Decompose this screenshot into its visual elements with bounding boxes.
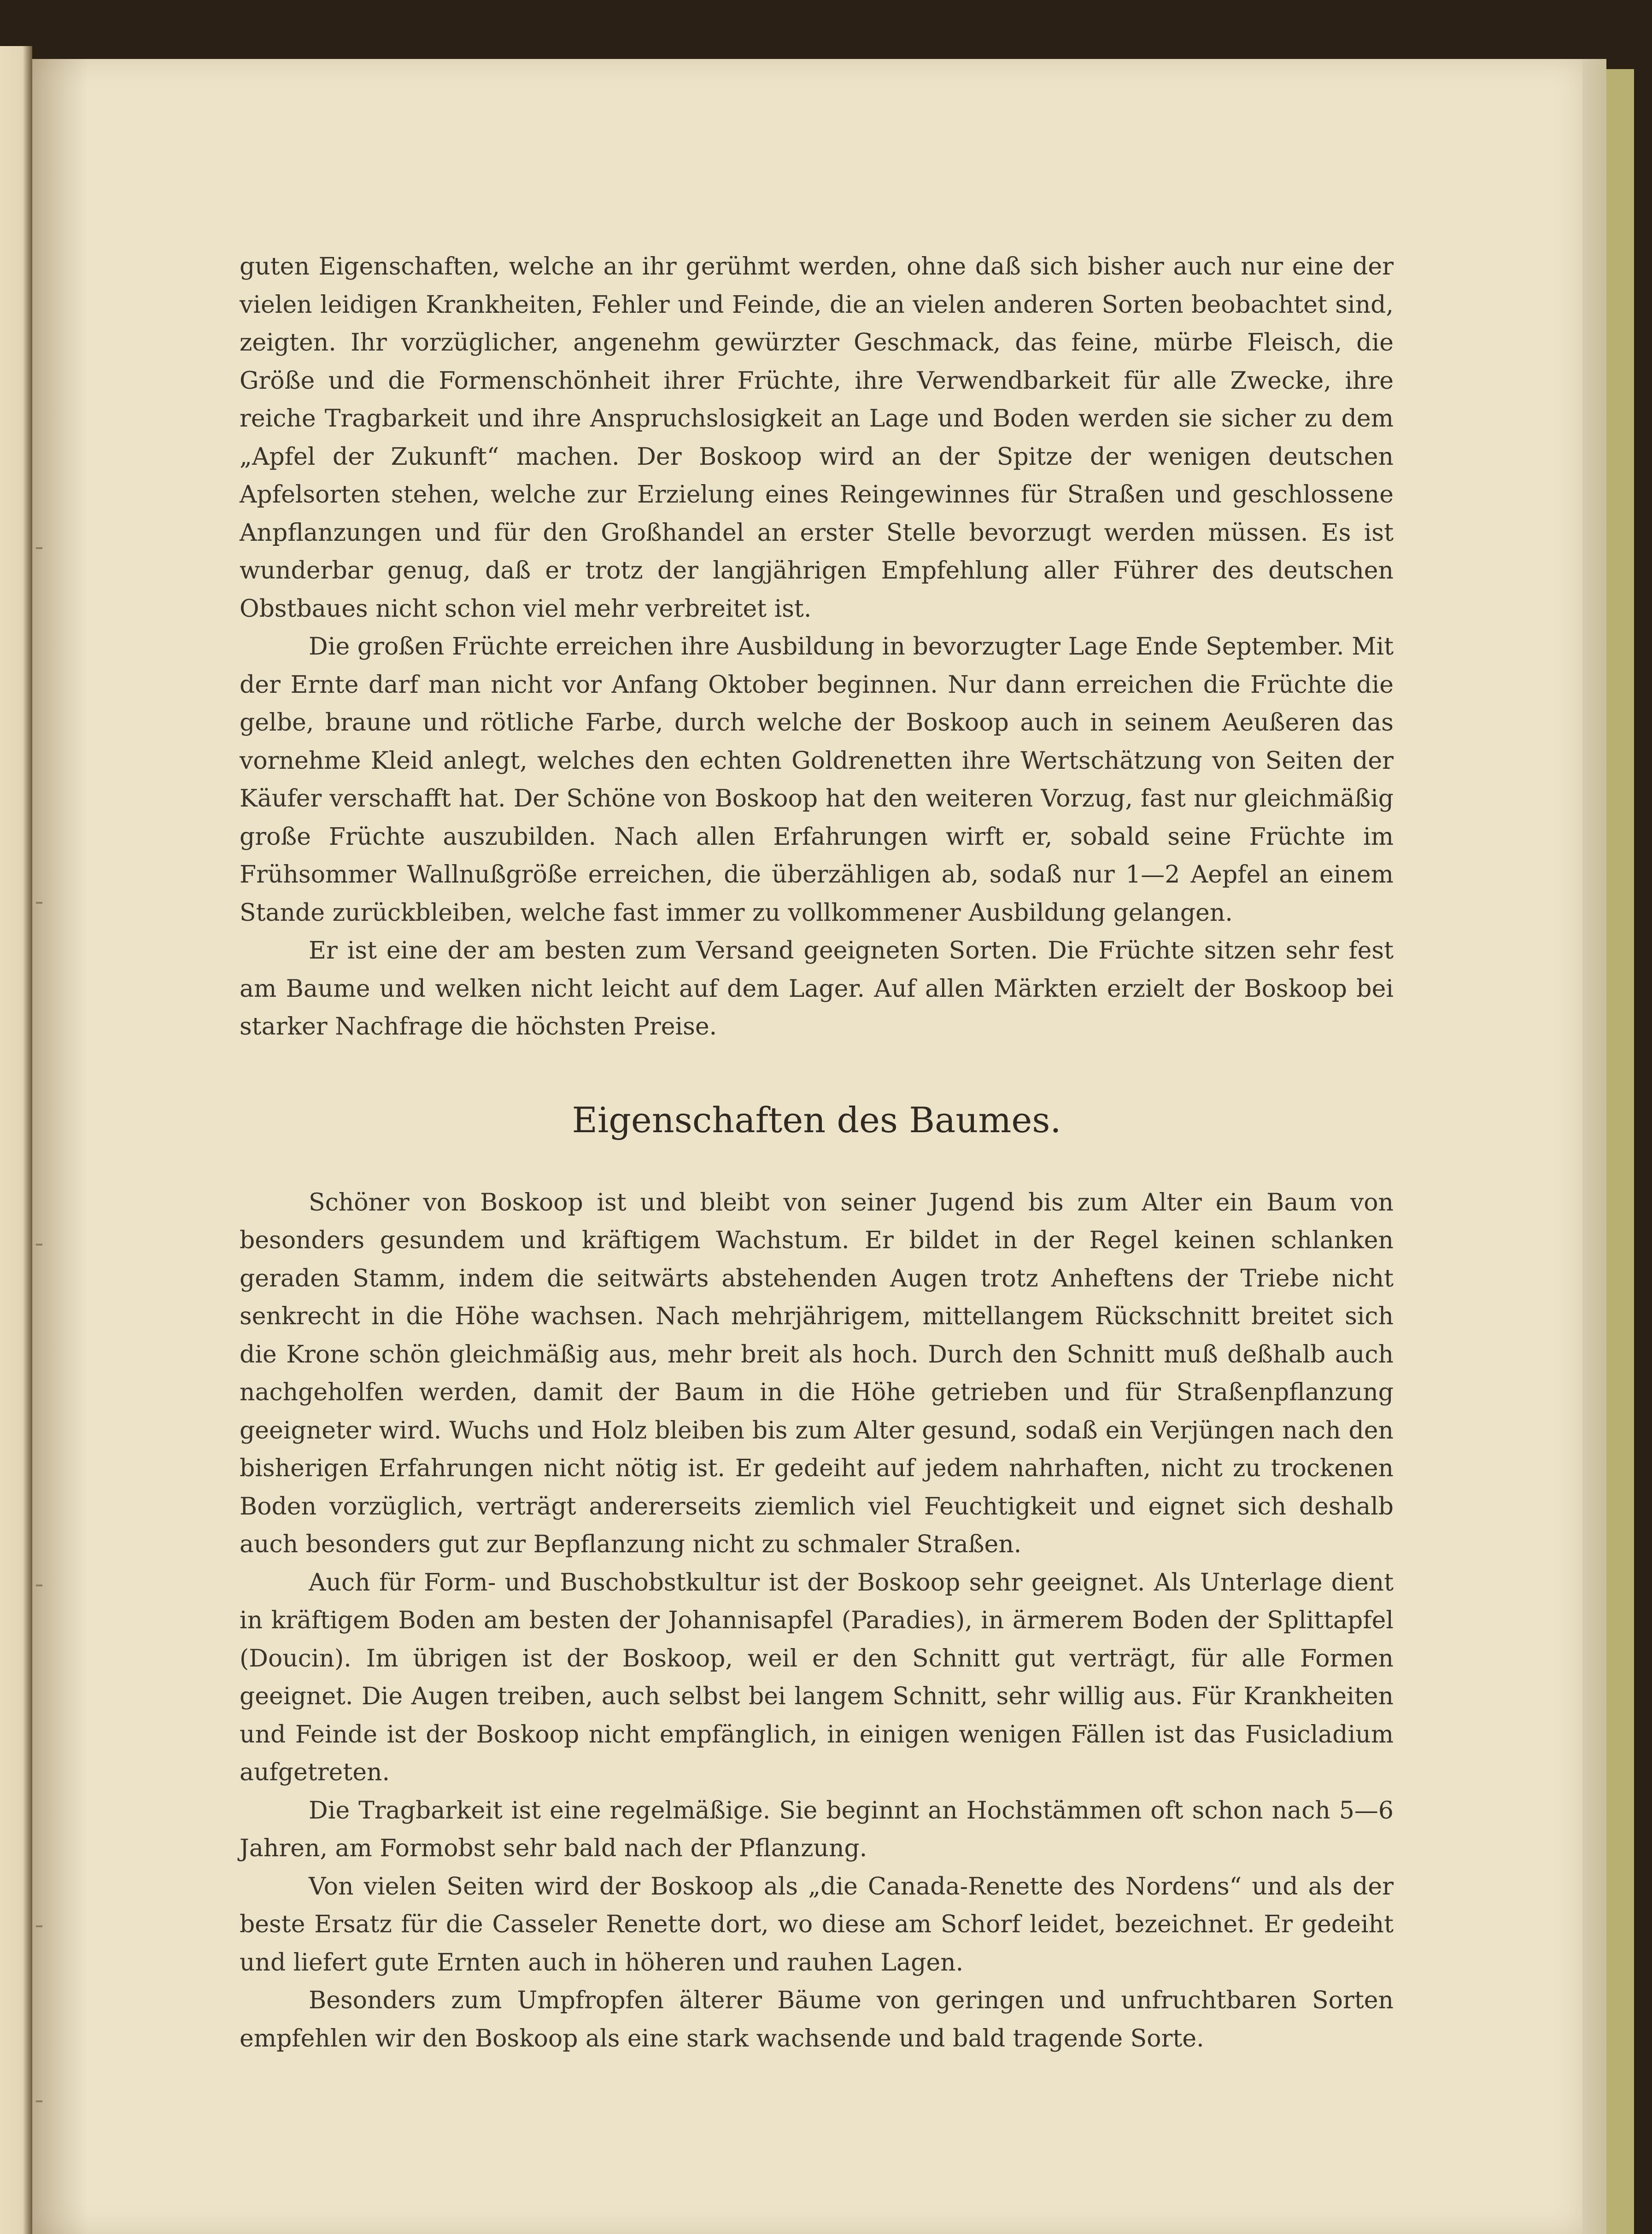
margin-mark [36,1244,42,1246]
paragraph-topworking: Besonders zum Umpfropfen älterer Bäume von geringen und unfruchtbaren Sorten empfehlen wir den Boskoop als eine stark wachsende und bald tragende Sorte. [240,1987,1394,2053]
margin-mark [36,1925,42,1927]
margin-mark [36,547,42,549]
section-heading: Eigenschaften des Baumes. [572,1099,1061,1140]
paragraph-intro-continuation: guten Eigenschaften, welche an ihr gerühmt werden, ohne daß sich bisher auch nur eine der vielen leidigen Krankheiten, Fehler und Feinde, die an vielen anderen Sorten beobachtet sind, zeigten. Ihr vorzüglicher, angenehm gewürzter Geschmack, das feine, mürbe Fleisch, die Größe und die Formenschönheit ihrer Früchte, ihre Verwendbarkeit für alle Zwecke, ihre reiche Tragbarkeit und ihre Anspruchslosigkeit an Lage und Boden werden sie sicher zu dem „Apfel der Zukunft“ machen. Der Boskoop wird an der Spitze der wenigen deutschen Apfelsorten stehen, welche zur Erzielung eines Reingewinnes für Straßen und geschlossene Anpflanzungen und für den Großhandel an erster Stelle bevorzugt werden müssen. Es ist wunderbar genug, daß er trotz der langjährigen Empfehlung aller Führer des deutschen Obstbaues nicht schon viel mehr verbreitet ist. [240,253,1394,623]
under-sheet-edge [1582,59,1606,2234]
text-block [240,248,1394,2058]
margin-mark [36,2100,42,2102]
paragraph-canada-renette: Von vielen Seiten wird der Boskoop als „die Canada-Renette des Nordens“ und als der beste Ersatz für die Casseler Renette dort, wo diese am Schorf leidet, bezeichnet. Er gedeiht und liefert gute Ernten auch in höheren und rauhen Lagen. [240,1872,1394,1977]
paragraph-form-culture: Auch für Form- und Buschobstkultur ist der Boskoop sehr geeignet. Als Unterlage dient in kräftigem Boden am besten der Johannisapfel (Paradies), in ärmerem Boden der Splittapfel (Doucin). Im übrigen ist der Boskoop, weil er den Schnitt gut verträgt, für alle Formen geeignet. Die Augen treiben, auch selbst bei langem Schnitt, sehr willig aus. Für Krankheiten und Feinde ist der Boskoop nicht empfänglich, in einigen wenigen Fällen ist das Fusicladium aufgetreten. [240,1568,1394,1786]
margin-mark [36,902,42,904]
paragraph-yield: Die Tragbarkeit ist eine regelmäßige. Sie beginnt an Hochstämmen oft schon nach 5—6 Jahren, am Formobst sehr bald nach der Pflanzung. [240,1796,1394,1862]
green-cover-edge [1606,69,1634,2234]
margin-mark [36,1585,42,1586]
paragraph-shipping: Er ist eine der am besten zum Versand geeigneten Sorten. Die Früchte sitzen sehr fest am Baume und welken nicht leicht auf dem Lager. Auf allen Märkten erzielt der Boskoop bei starker Nachfrage die höchsten Preise. [240,937,1394,1041]
paragraph-harvest: Die großen Früchte erreichen ihre Ausbildung in bevorzugter Lage Ende September. Mit der Ernte darf man nicht vor Anfang Oktober beginnen. Nur dann erreichen die Früchte die gelbe, braune und rötliche Farbe, durch welche der Boskoop auch in seinem Aeußeren das vornehme Kleid anlegt, welches den echten Goldrenetten ihre Wertschätzung von Seiten der Käufer verschafft hat. Der Schöne von Boskoop hat den weiteren Vorzug, fast nur gleichmäßig große Früchte auszubilden. Nach allen Erfahrungen wirft er, sobald seine Früchte im Frühsommer Wallnußgröße erreichen, die überzähligen ab, sodaß nur 1—2 Aepfel an einem Stande zurückbleiben, welche fast immer zu vollkommener Ausbildung gelangen. [240,633,1394,927]
page-fold-shadow [32,59,88,2234]
left-page-edge [0,46,32,2234]
paragraph-tree-growth: Schöner von Boskoop ist und bleibt von seiner Jugend bis zum Alter ein Baum von besonders gesundem und kräftigem Wachstum. Er bildet in der Regel keinen schlanken geraden Stamm, indem die seitwärts abstehenden Augen trotz Anheftens der Triebe nicht senkrecht in die Höhe wachsen. Nach mehrjährigem, mittellangem Rückschnitt breitet sich die Krone schön gleichmäßig aus, mehr breit als hoch. Durch den Schnitt muß deßhalb auch nachgeholfen werden, damit der Baum in die Höhe getrieben und für Straßenpflanzung geeigneter wird. Wuchs und Holz bleiben bis zum Alter gesund, sodaß ein Verjüngen nach den bisherigen Erfahrungen nicht nötig ist. Er gedeiht auf jedem nahrhaften, nicht zu trockenen Boden vorzüglich, verträgt andererseits ziemlich viel Feuchtigkeit und eignet sich deshalb auch besonders gut zur Bepflanzung nicht zu schmaler Straßen. [240,1188,1394,1558]
